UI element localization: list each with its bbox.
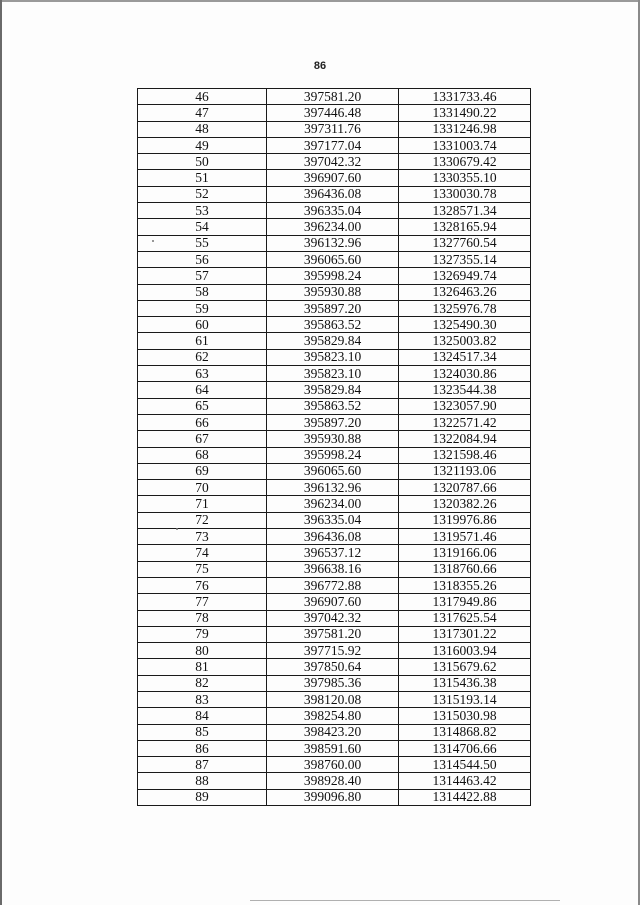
table-row	[138, 463, 531, 479]
point-number-cell: 88	[138, 773, 267, 789]
table-row	[138, 235, 531, 251]
table-row	[138, 137, 531, 153]
table-row	[138, 626, 531, 642]
x-coordinate-cell: 397985.36	[267, 675, 399, 691]
y-coordinate-cell: 1331733.46	[399, 89, 531, 105]
table-row	[138, 757, 531, 773]
x-coordinate-cell: 396638.16	[267, 561, 399, 577]
x-coordinate-cell: 396234.00	[267, 219, 399, 235]
y-coordinate-cell: 1330030.78	[399, 186, 531, 202]
table-row	[138, 300, 531, 316]
y-coordinate-cell: 1323544.38	[399, 382, 531, 398]
table-row	[138, 268, 531, 284]
x-coordinate-cell: 395829.84	[267, 333, 399, 349]
point-number-cell: 67	[138, 431, 267, 447]
point-number-cell: 82	[138, 675, 267, 691]
table-row	[138, 529, 531, 545]
scan-edge-left	[0, 0, 2, 905]
point-number-cell: 83	[138, 691, 267, 707]
x-coordinate-cell: 398423.20	[267, 724, 399, 740]
point-number-cell: 77	[138, 594, 267, 610]
y-coordinate-cell: 1314544.50	[399, 757, 531, 773]
table-row	[138, 89, 531, 105]
table-row	[138, 333, 531, 349]
point-number-cell: 78	[138, 610, 267, 626]
x-coordinate-cell: 395930.88	[267, 284, 399, 300]
x-coordinate-cell: 396065.60	[267, 251, 399, 267]
y-coordinate-cell: 1325976.78	[399, 300, 531, 316]
x-coordinate-cell: 396335.04	[267, 512, 399, 528]
point-number-cell: 49	[138, 137, 267, 153]
point-number-cell: 63	[138, 366, 267, 382]
y-coordinate-cell: 1314868.82	[399, 724, 531, 740]
y-coordinate-cell: 1321193.06	[399, 463, 531, 479]
x-coordinate-cell: 396907.60	[267, 170, 399, 186]
x-coordinate-cell: 396772.88	[267, 577, 399, 593]
y-coordinate-cell: 1314463.42	[399, 773, 531, 789]
x-coordinate-cell: 396335.04	[267, 203, 399, 219]
point-number-cell: 61	[138, 333, 267, 349]
x-coordinate-cell: 397850.64	[267, 659, 399, 675]
point-number-cell: 59	[138, 300, 267, 316]
point-number-cell: 75	[138, 561, 267, 577]
y-coordinate-cell: 1317625.54	[399, 610, 531, 626]
x-coordinate-cell: 395930.88	[267, 431, 399, 447]
point-number-cell: 73	[138, 529, 267, 545]
scan-speck	[152, 240, 154, 242]
table-row	[138, 447, 531, 463]
x-coordinate-cell: 395863.52	[267, 317, 399, 333]
table-row	[138, 724, 531, 740]
table-row	[138, 431, 531, 447]
y-coordinate-cell: 1324517.34	[399, 349, 531, 365]
coordinates-table	[137, 88, 531, 806]
y-coordinate-cell: 1314422.88	[399, 789, 531, 805]
x-coordinate-cell: 398120.08	[267, 691, 399, 707]
y-coordinate-cell: 1315436.38	[399, 675, 531, 691]
point-number-cell: 74	[138, 545, 267, 561]
point-number-cell: 87	[138, 757, 267, 773]
table-row	[138, 480, 531, 496]
table-row	[138, 496, 531, 512]
point-number-cell: 76	[138, 577, 267, 593]
table-row	[138, 561, 531, 577]
scan-edge-top	[0, 0, 640, 2]
point-number-cell: 89	[138, 789, 267, 805]
point-number-cell: 68	[138, 447, 267, 463]
point-number-cell: 69	[138, 463, 267, 479]
y-coordinate-cell: 1315193.14	[399, 691, 531, 707]
table-row	[138, 643, 531, 659]
x-coordinate-cell: 395998.24	[267, 447, 399, 463]
table-row	[138, 545, 531, 561]
point-number-cell: 70	[138, 480, 267, 496]
table-row	[138, 594, 531, 610]
point-number-cell: 60	[138, 317, 267, 333]
table-row	[138, 170, 531, 186]
point-number-cell: 55	[138, 235, 267, 251]
point-number-cell: 51	[138, 170, 267, 186]
y-coordinate-cell: 1326949.74	[399, 268, 531, 284]
y-coordinate-cell: 1323057.90	[399, 398, 531, 414]
table-row	[138, 708, 531, 724]
y-coordinate-cell: 1330355.10	[399, 170, 531, 186]
y-coordinate-cell: 1330679.42	[399, 154, 531, 170]
point-number-cell: 72	[138, 512, 267, 528]
scan-speck	[176, 528, 178, 530]
x-coordinate-cell: 397715.92	[267, 643, 399, 659]
y-coordinate-cell: 1328571.34	[399, 203, 531, 219]
table-row	[138, 675, 531, 691]
table-row	[138, 382, 531, 398]
x-coordinate-cell: 396132.96	[267, 235, 399, 251]
y-coordinate-cell: 1325003.82	[399, 333, 531, 349]
y-coordinate-cell: 1319166.06	[399, 545, 531, 561]
x-coordinate-cell: 396132.96	[267, 480, 399, 496]
x-coordinate-cell: 396537.12	[267, 545, 399, 561]
y-coordinate-cell: 1319571.46	[399, 529, 531, 545]
y-coordinate-cell: 1331490.22	[399, 105, 531, 121]
table-row	[138, 121, 531, 137]
point-number-cell: 56	[138, 251, 267, 267]
table-row	[138, 154, 531, 170]
x-coordinate-cell: 395823.10	[267, 366, 399, 382]
y-coordinate-cell: 1317301.22	[399, 626, 531, 642]
point-number-cell: 58	[138, 284, 267, 300]
table-row	[138, 414, 531, 430]
table-row	[138, 659, 531, 675]
x-coordinate-cell: 396436.08	[267, 186, 399, 202]
y-coordinate-cell: 1320787.66	[399, 480, 531, 496]
x-coordinate-cell: 396907.60	[267, 594, 399, 610]
x-coordinate-cell: 395829.84	[267, 382, 399, 398]
y-coordinate-cell: 1326463.26	[399, 284, 531, 300]
page-number: 86	[313, 60, 327, 72]
x-coordinate-cell: 399096.80	[267, 789, 399, 805]
x-coordinate-cell: 395897.20	[267, 414, 399, 430]
point-number-cell: 71	[138, 496, 267, 512]
x-coordinate-cell: 396234.00	[267, 496, 399, 512]
x-coordinate-cell: 396065.60	[267, 463, 399, 479]
y-coordinate-cell: 1331246.98	[399, 121, 531, 137]
x-coordinate-cell: 397311.76	[267, 121, 399, 137]
y-coordinate-cell: 1327760.54	[399, 235, 531, 251]
table-row	[138, 398, 531, 414]
x-coordinate-cell: 397446.48	[267, 105, 399, 121]
y-coordinate-cell: 1318760.66	[399, 561, 531, 577]
point-number-cell: 86	[138, 740, 267, 756]
x-coordinate-cell: 395823.10	[267, 349, 399, 365]
x-coordinate-cell: 395863.52	[267, 398, 399, 414]
point-number-cell: 80	[138, 643, 267, 659]
table-row	[138, 284, 531, 300]
point-number-cell: 81	[138, 659, 267, 675]
table-row	[138, 740, 531, 756]
y-coordinate-cell: 1316003.94	[399, 643, 531, 659]
table-row	[138, 203, 531, 219]
y-coordinate-cell: 1322571.42	[399, 414, 531, 430]
y-coordinate-cell: 1318355.26	[399, 577, 531, 593]
y-coordinate-cell: 1328165.94	[399, 219, 531, 235]
y-coordinate-cell: 1325490.30	[399, 317, 531, 333]
x-coordinate-cell: 398254.80	[267, 708, 399, 724]
point-number-cell: 85	[138, 724, 267, 740]
point-number-cell: 50	[138, 154, 267, 170]
table-row	[138, 366, 531, 382]
y-coordinate-cell: 1322084.94	[399, 431, 531, 447]
y-coordinate-cell: 1319976.86	[399, 512, 531, 528]
x-coordinate-cell: 395897.20	[267, 300, 399, 316]
y-coordinate-cell: 1314706.66	[399, 740, 531, 756]
table-row	[138, 219, 531, 235]
x-coordinate-cell: 395998.24	[267, 268, 399, 284]
point-number-cell: 48	[138, 121, 267, 137]
table-row	[138, 577, 531, 593]
x-coordinate-cell: 397581.20	[267, 626, 399, 642]
y-coordinate-cell: 1315679.62	[399, 659, 531, 675]
y-coordinate-cell: 1331003.74	[399, 137, 531, 153]
x-coordinate-cell: 398760.00	[267, 757, 399, 773]
x-coordinate-cell: 396436.08	[267, 529, 399, 545]
x-coordinate-cell: 397042.32	[267, 154, 399, 170]
x-coordinate-cell: 398591.60	[267, 740, 399, 756]
y-coordinate-cell: 1317949.86	[399, 594, 531, 610]
x-coordinate-cell: 397042.32	[267, 610, 399, 626]
point-number-cell: 84	[138, 708, 267, 724]
coordinates-table-body	[138, 89, 531, 806]
y-coordinate-cell: 1320382.26	[399, 496, 531, 512]
y-coordinate-cell: 1327355.14	[399, 251, 531, 267]
point-number-cell: 57	[138, 268, 267, 284]
x-coordinate-cell: 398928.40	[267, 773, 399, 789]
point-number-cell: 47	[138, 105, 267, 121]
table-row	[138, 251, 531, 267]
point-number-cell: 62	[138, 349, 267, 365]
table-row	[138, 317, 531, 333]
point-number-cell: 53	[138, 203, 267, 219]
point-number-cell: 79	[138, 626, 267, 642]
point-number-cell: 46	[138, 89, 267, 105]
table-row	[138, 610, 531, 626]
table-row	[138, 105, 531, 121]
y-coordinate-cell: 1324030.86	[399, 366, 531, 382]
table-row	[138, 349, 531, 365]
scan-edge-bottom	[250, 900, 560, 901]
table-row	[138, 789, 531, 805]
point-number-cell: 64	[138, 382, 267, 398]
table-row	[138, 691, 531, 707]
table-row	[138, 512, 531, 528]
y-coordinate-cell: 1321598.46	[399, 447, 531, 463]
table-row	[138, 186, 531, 202]
point-number-cell: 66	[138, 414, 267, 430]
x-coordinate-cell: 397581.20	[267, 89, 399, 105]
point-number-cell: 65	[138, 398, 267, 414]
y-coordinate-cell: 1315030.98	[399, 708, 531, 724]
point-number-cell: 52	[138, 186, 267, 202]
x-coordinate-cell: 397177.04	[267, 137, 399, 153]
point-number-cell: 54	[138, 219, 267, 235]
table-row	[138, 773, 531, 789]
